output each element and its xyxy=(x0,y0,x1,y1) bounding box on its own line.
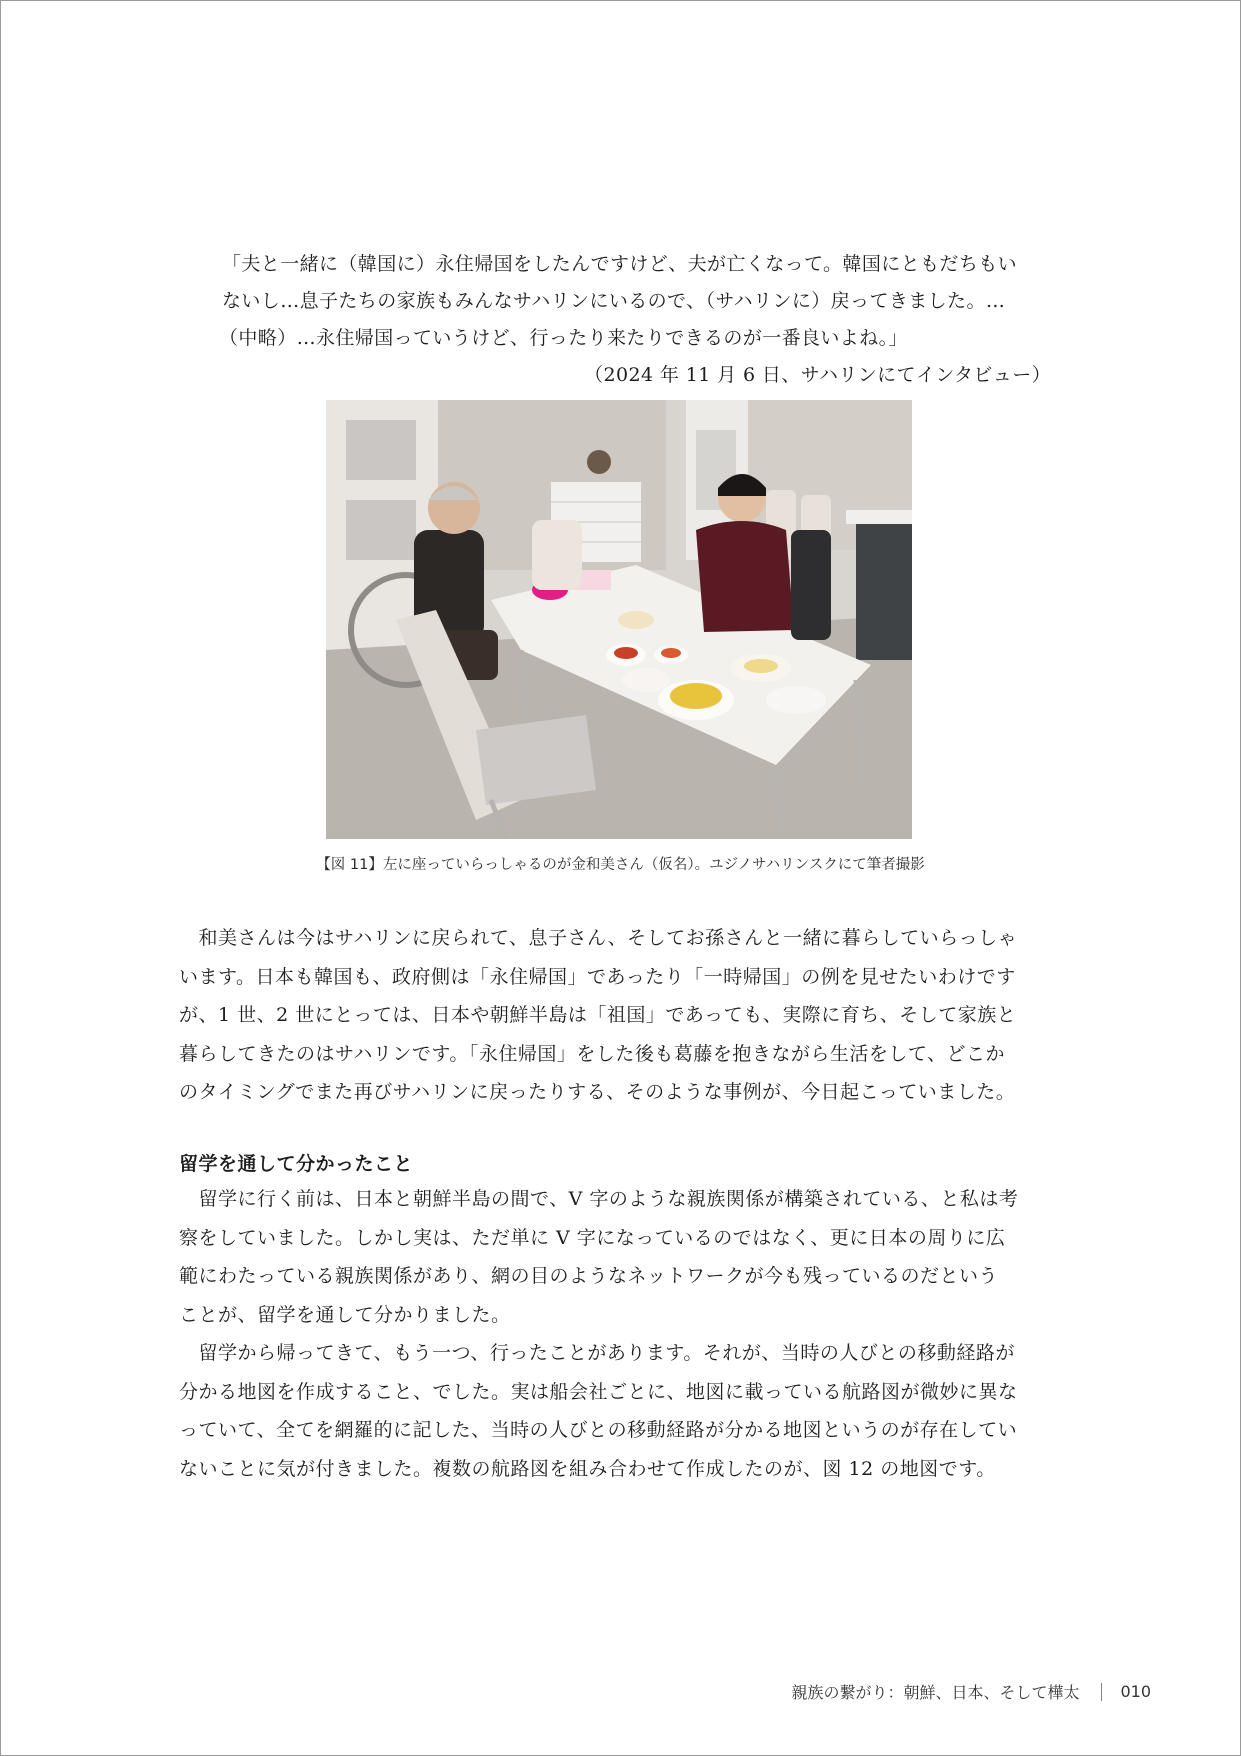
paragraph xyxy=(179,919,1063,1112)
section-heading: 留学を通して分かったこと xyxy=(179,1153,414,1175)
text-line: 留学から帰ってきて、もう一つ、行ったことがあります。それが、当時の人びとの移動経路が xyxy=(179,1342,1015,1364)
paragraph xyxy=(179,1180,1063,1334)
text-line: 分かる地図を作成すること、でした。実は船会社ごとに、地図に載っている航路図が微妙に異な xyxy=(179,1380,1018,1403)
text-line: います。日本も韓国も、政府側は「永住帰国」であったり「一時帰国」の例を見せたいわけです xyxy=(179,965,1016,988)
text-line: のタイミングでまた再びサハリンに戻ったりする、そのような事例が、今日起こっていました。 xyxy=(179,1081,1016,1103)
text-line: 和美さんは今はサハリンに戻られて、息子さん、そしてお孫さんと一緒に暮らしていらっしゃ xyxy=(179,927,1018,949)
quote-source: （2024 年 11 月 6 日、サハリンにてインタビュー） xyxy=(584,364,1051,386)
figure-caption: 【図 11】左に座っていらっしゃるのが金和美さん（仮名）。ユジノサハリンスクにて筆者撮影 xyxy=(316,857,925,873)
text-line: 暮らしてきたのはサハリンです。「永住帰国」をした後も葛藤を抱きながら生活をして、どこか xyxy=(179,1042,1005,1065)
text-line: が、1 世、2 世にとっては、日本や朝鮮半島は「祖国」であっても、実際に育ち、そして家族と xyxy=(179,1004,1017,1026)
text-line: 察をしていました。しかし実は、ただ単に V 字になっているのではなく、更に日本の周りに広 xyxy=(179,1226,1006,1249)
paragraph xyxy=(179,1334,1063,1488)
quote-line: （中略）…永住帰国っていうけど、行ったり来たりできるのが一番良いよね。」 xyxy=(219,327,908,349)
text-line: っていて、全てを網羅的に記した、当時の人びとの移動経路が分かる地図というのが存在してい xyxy=(179,1419,1018,1441)
text-line: 範にわたっている親族関係があり、網の目のようなネットワークが今も残っているのだという xyxy=(179,1265,999,1287)
text-line: 留学に行く前は、日本と朝鮮半島の間で、V 字のような親族関係が構築されている、と私は考 xyxy=(179,1188,1019,1210)
text-line: ないことに気が付きました。複数の航路図を組み合わせて作成したのが、図 12 の地図です。 xyxy=(179,1457,996,1480)
quote-line: ないし…息子たちの家族もみんなサハリンにいるので、（サハリンに）戻ってきました。… xyxy=(222,290,1006,312)
running-title: 親族の繋がり：朝鮮、日本、そして樺太 xyxy=(791,1683,1080,1702)
footer-divider xyxy=(1101,1683,1102,1701)
text-line: ことが、留学を通して分かりました。 xyxy=(179,1303,511,1326)
quote-line: 「夫と一緒に（韓国に）永住帰国をしたんですけど、夫が亡くなって。韓国にともだちもい xyxy=(222,253,1018,275)
page-footer xyxy=(791,1680,1151,1703)
figure-11-photo xyxy=(326,400,912,839)
interview-quote xyxy=(219,246,1064,357)
page-number: 010 xyxy=(1120,1682,1151,1701)
